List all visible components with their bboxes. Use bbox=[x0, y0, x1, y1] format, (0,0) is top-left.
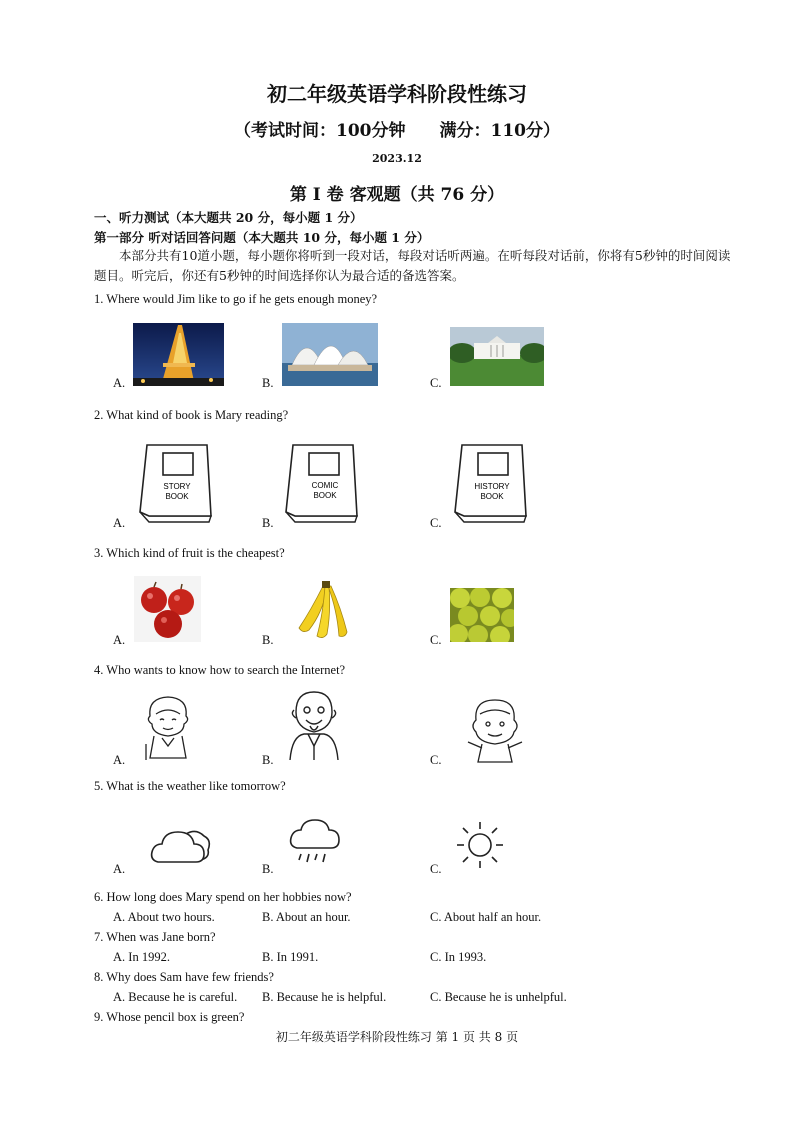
question-8: 8. Why does Sam have few friends? bbox=[94, 970, 274, 984]
q6-option-b: B. About an hour. bbox=[262, 910, 351, 924]
option-label-c: C. bbox=[430, 516, 442, 530]
option-label-a: A. bbox=[113, 753, 126, 767]
eiffel-tower-photo bbox=[133, 323, 224, 386]
q7-option-a: A. In 1992. bbox=[113, 950, 170, 964]
q8-option-c: C. Because he is unhelpful. bbox=[430, 990, 567, 1004]
option-label-c: C. bbox=[430, 862, 442, 876]
sydney-opera-house-photo bbox=[282, 323, 378, 386]
option-label-a: A. bbox=[113, 633, 126, 647]
question-2: 2. What kind of book is Mary reading? bbox=[94, 408, 289, 422]
question-5: 5. What is the weather like tomorrow? bbox=[94, 779, 286, 793]
option-label-b: B. bbox=[262, 633, 274, 647]
grandmother-icon bbox=[140, 694, 196, 762]
story-book-icon bbox=[137, 442, 219, 526]
question-6: 6. How long does Mary spend on her hobbies now? bbox=[94, 890, 352, 904]
q7-option-c: C. In 1993. bbox=[430, 950, 487, 964]
option-label-b: B. bbox=[262, 753, 274, 767]
part-heading: 第一部分 听对话回答问题（本大题共 10 分，每小题 1 分） bbox=[94, 230, 430, 245]
q6-option-a: A. About two hours. bbox=[113, 910, 215, 924]
option-label-c: C. bbox=[430, 753, 442, 767]
bananas-photo bbox=[293, 580, 351, 642]
option-label-b: B. bbox=[262, 862, 274, 876]
book-label-line1: HISTORY bbox=[474, 482, 510, 491]
option-label-a: A. bbox=[113, 516, 126, 530]
section-intro: 本部分共有10道小题，每小题你将听到一段对话，每段对话听两遍。在听每段对话前，你将有5秒钟的时间阅读题目。听完后，你还有5秒钟的时间选择你认为最合适的备选答案。 bbox=[94, 248, 731, 283]
q6-option-c: C. About half an hour. bbox=[430, 910, 542, 924]
question-9: 9. Whose pencil box is green? bbox=[94, 1010, 245, 1024]
cloudy-icon bbox=[150, 826, 212, 866]
section-heading: 一、听力测试（本大题共 20 分，每小题 1 分） bbox=[94, 210, 363, 225]
page-footer: 初二年级英语学科阶段性练习 第 1 页 共 8 页 bbox=[275, 1030, 519, 1044]
book-label-line1: COMIC bbox=[311, 481, 339, 490]
option-label-a: A. bbox=[113, 862, 126, 876]
question-1: 1. Where would Jim like to go if he gets enough money? bbox=[94, 292, 378, 306]
q8-option-a: A. Because he is careful. bbox=[113, 990, 238, 1004]
comic-book-icon bbox=[283, 442, 365, 526]
rainy-icon bbox=[289, 818, 341, 866]
question-7: 7. When was Jane born? bbox=[94, 930, 216, 944]
option-label-a: A. bbox=[113, 376, 126, 390]
option-label-c: C. bbox=[430, 633, 442, 647]
white-house-photo bbox=[450, 327, 544, 386]
part-title: 第 I 卷 客观题（共 76 分） bbox=[289, 185, 505, 205]
question-4: 4. Who wants to know how to search the Internet? bbox=[94, 663, 346, 677]
book-label-line2: BOOK bbox=[313, 491, 337, 500]
page-title: 初二年级英语学科阶段性练习 bbox=[267, 82, 527, 106]
exam-date: 2023.12 bbox=[372, 152, 422, 165]
grandfather-icon bbox=[286, 688, 342, 762]
sunny-icon bbox=[455, 820, 505, 870]
q8-option-b: B. Because he is helpful. bbox=[262, 990, 387, 1004]
book-label-line2: BOOK bbox=[480, 492, 504, 501]
option-label-c: C. bbox=[430, 376, 442, 390]
q7-option-b: B. In 1991. bbox=[262, 950, 319, 964]
option-label-b: B. bbox=[262, 376, 274, 390]
girl-icon bbox=[464, 696, 526, 764]
book-label-line2: BOOK bbox=[165, 492, 189, 501]
apples-photo bbox=[134, 576, 201, 642]
history-book-icon bbox=[452, 442, 534, 526]
exam-info: （考试时间：100分钟 满分：110分） bbox=[234, 121, 560, 141]
option-label-b: B. bbox=[262, 516, 274, 530]
pears-photo bbox=[450, 588, 514, 642]
question-3: 3. Which kind of fruit is the cheapest? bbox=[94, 546, 285, 560]
book-label-line1: STORY bbox=[163, 482, 191, 491]
